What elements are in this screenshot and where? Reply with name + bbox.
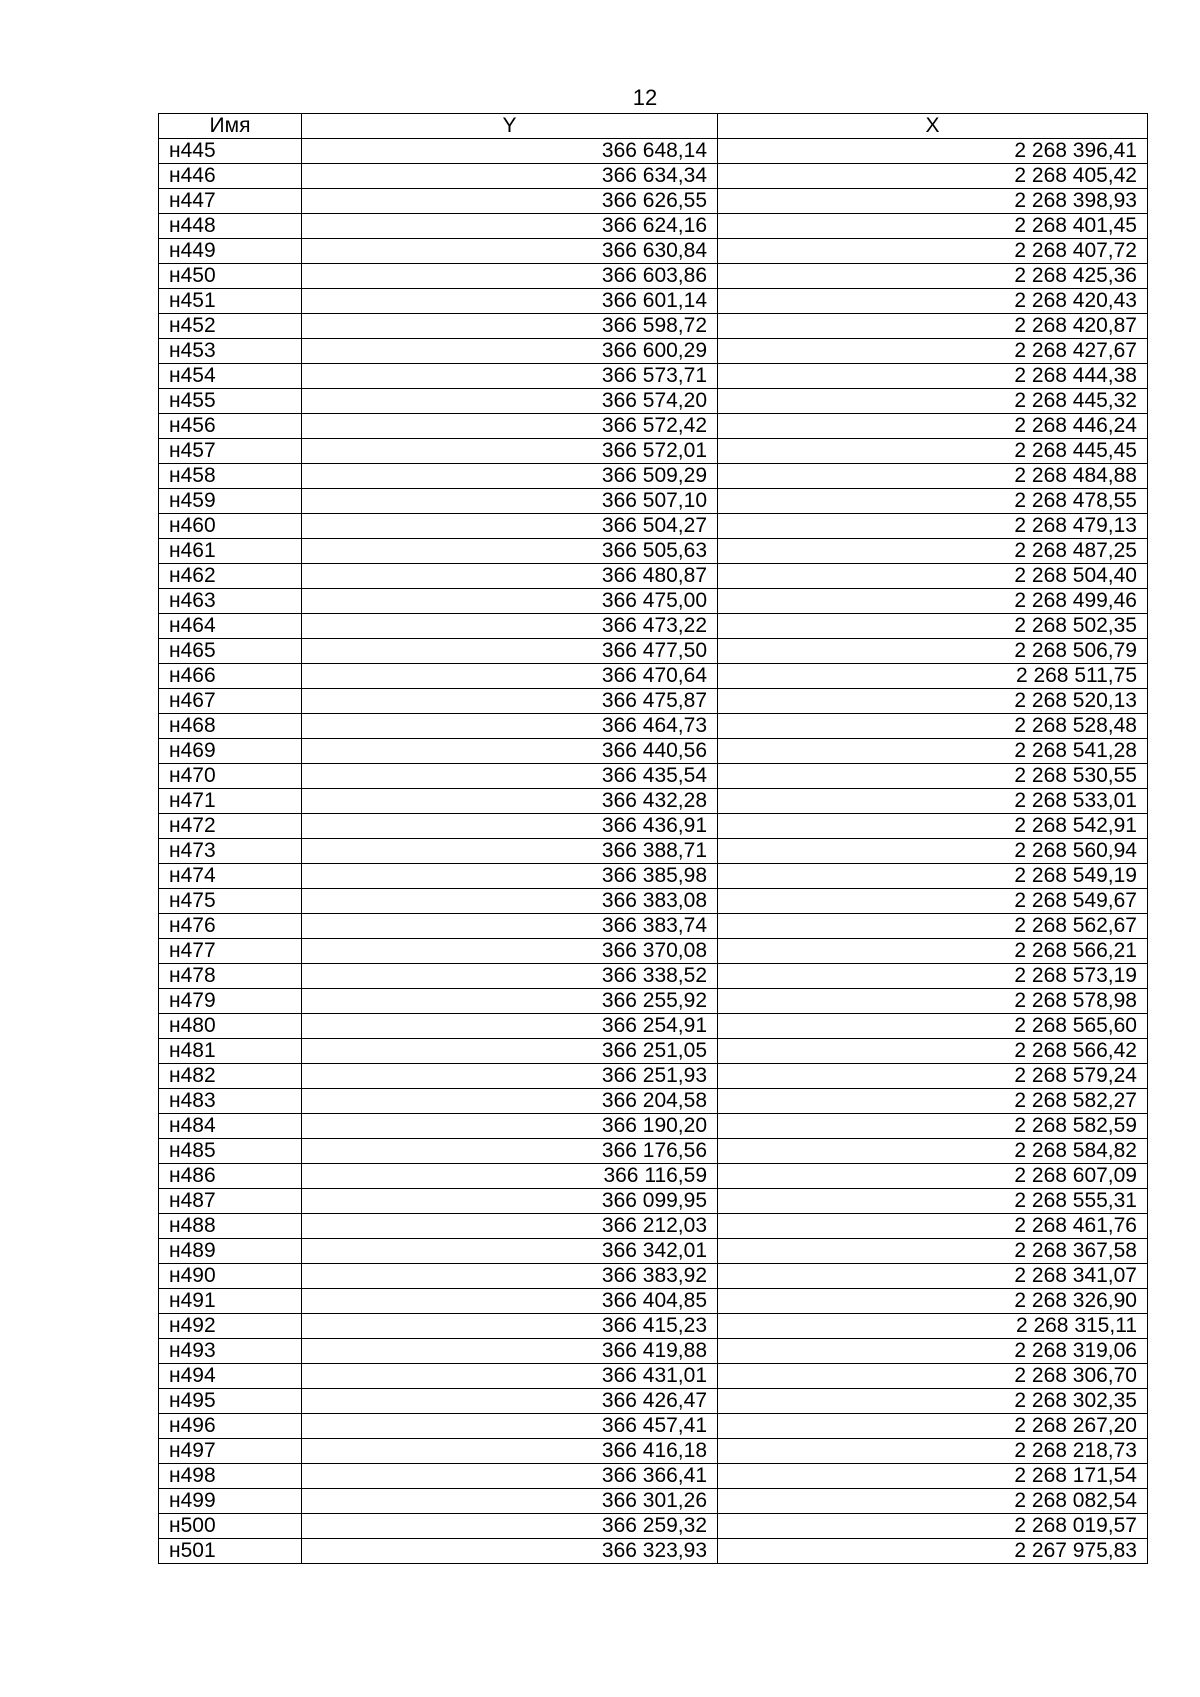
- x-coordinate-cell: 2 268 444,38: [718, 364, 1148, 389]
- y-coordinate-cell: 366 388,71: [302, 839, 718, 864]
- x-coordinate-cell: 2 268 445,32: [718, 389, 1148, 414]
- y-coordinate-cell: 366 416,18: [302, 1439, 718, 1464]
- x-coordinate-cell: 2 268 367,58: [718, 1239, 1148, 1264]
- y-coordinate-cell: 366 370,08: [302, 939, 718, 964]
- table-row: [159, 789, 1148, 814]
- y-coordinate-cell: 366 440,56: [302, 739, 718, 764]
- point-name-cell: н478: [159, 964, 302, 989]
- table-row: [159, 1189, 1148, 1214]
- table-row: [159, 1264, 1148, 1289]
- table-row: [159, 689, 1148, 714]
- x-coordinate-cell: 2 268 425,36: [718, 264, 1148, 289]
- y-coordinate-cell: 366 634,34: [302, 164, 718, 189]
- point-name-cell: н474: [159, 864, 302, 889]
- x-coordinate-cell: 2 268 584,82: [718, 1139, 1148, 1164]
- table-row: [159, 814, 1148, 839]
- x-coordinate-cell: 2 268 218,73: [718, 1439, 1148, 1464]
- point-name-cell: н483: [159, 1089, 302, 1114]
- table-row: [159, 589, 1148, 614]
- point-name-cell: н485: [159, 1139, 302, 1164]
- x-coordinate-cell: 2 268 506,79: [718, 639, 1148, 664]
- y-coordinate-cell: 366 436,91: [302, 814, 718, 839]
- point-name-cell: н482: [159, 1064, 302, 1089]
- table-row: [159, 364, 1148, 389]
- y-coordinate-cell: 366 251,05: [302, 1039, 718, 1064]
- y-coordinate-cell: 366 504,27: [302, 514, 718, 539]
- table-row: [159, 864, 1148, 889]
- point-name-cell: н455: [159, 389, 302, 414]
- point-name-cell: н480: [159, 1014, 302, 1039]
- point-name-cell: н454: [159, 364, 302, 389]
- y-coordinate-cell: 366 254,91: [302, 1014, 718, 1039]
- point-name-cell: н496: [159, 1414, 302, 1439]
- x-coordinate-cell: 2 268 542,91: [718, 814, 1148, 839]
- table-row: [159, 1114, 1148, 1139]
- x-coordinate-cell: 2 268 484,88: [718, 464, 1148, 489]
- point-name-cell: н447: [159, 189, 302, 214]
- table-row: [159, 339, 1148, 364]
- table-row: [159, 514, 1148, 539]
- x-coordinate-cell: 2 268 549,19: [718, 864, 1148, 889]
- x-coordinate-cell: 2 268 566,21: [718, 939, 1148, 964]
- point-name-cell: н488: [159, 1214, 302, 1239]
- x-coordinate-cell: 2 267 975,83: [718, 1539, 1148, 1564]
- x-coordinate-cell: 2 268 401,45: [718, 214, 1148, 239]
- y-coordinate-cell: 366 648,14: [302, 139, 718, 164]
- point-name-cell: н448: [159, 214, 302, 239]
- y-coordinate-cell: 366 475,00: [302, 589, 718, 614]
- point-name-cell: н489: [159, 1239, 302, 1264]
- point-name-cell: н466: [159, 664, 302, 689]
- x-coordinate-cell: 2 268 398,93: [718, 189, 1148, 214]
- table-row: [159, 1289, 1148, 1314]
- table-row: [159, 739, 1148, 764]
- y-coordinate-cell: 366 212,03: [302, 1214, 718, 1239]
- x-coordinate-cell: 2 268 478,55: [718, 489, 1148, 514]
- point-name-cell: н484: [159, 1114, 302, 1139]
- x-coordinate-cell: 2 268 607,09: [718, 1164, 1148, 1189]
- table-row: [159, 1389, 1148, 1414]
- y-coordinate-cell: 366 603,86: [302, 264, 718, 289]
- x-coordinate-cell: 2 268 566,42: [718, 1039, 1148, 1064]
- table-body: [159, 139, 1148, 1564]
- table-row: [159, 1539, 1148, 1564]
- table-row: [159, 989, 1148, 1014]
- table-row: [159, 1314, 1148, 1339]
- x-coordinate-cell: 2 268 565,60: [718, 1014, 1148, 1039]
- y-coordinate-cell: 366 176,56: [302, 1139, 718, 1164]
- coordinates-table: [158, 113, 1148, 1564]
- table-row: [159, 1339, 1148, 1364]
- y-coordinate-cell: 366 475,87: [302, 689, 718, 714]
- point-name-cell: н481: [159, 1039, 302, 1064]
- point-name-cell: н458: [159, 464, 302, 489]
- y-coordinate-cell: 366 507,10: [302, 489, 718, 514]
- point-name-cell: н500: [159, 1514, 302, 1539]
- table-row: [159, 539, 1148, 564]
- y-coordinate-cell: 366 601,14: [302, 289, 718, 314]
- table-row: [159, 1464, 1148, 1489]
- y-coordinate-cell: 366 419,88: [302, 1339, 718, 1364]
- table-row: [159, 564, 1148, 589]
- y-coordinate-cell: 366 630,84: [302, 239, 718, 264]
- x-coordinate-cell: 2 268 533,01: [718, 789, 1148, 814]
- table-row: [159, 964, 1148, 989]
- point-name-cell: н460: [159, 514, 302, 539]
- point-name-cell: н462: [159, 564, 302, 589]
- x-coordinate-cell: 2 268 502,35: [718, 614, 1148, 639]
- table-row: [159, 839, 1148, 864]
- point-name-cell: н476: [159, 914, 302, 939]
- y-coordinate-cell: 366 190,20: [302, 1114, 718, 1139]
- table-row: [159, 614, 1148, 639]
- point-name-cell: н470: [159, 764, 302, 789]
- header-row: [159, 114, 1148, 139]
- table-row: [159, 189, 1148, 214]
- x-coordinate-cell: 2 268 479,13: [718, 514, 1148, 539]
- x-coordinate-cell: 2 268 306,70: [718, 1364, 1148, 1389]
- table-row: [159, 1164, 1148, 1189]
- table-row: [159, 1139, 1148, 1164]
- y-coordinate-cell: 366 574,20: [302, 389, 718, 414]
- y-coordinate-cell: 366 572,42: [302, 414, 718, 439]
- x-coordinate-cell: 2 268 541,28: [718, 739, 1148, 764]
- x-coordinate-cell: 2 268 396,41: [718, 139, 1148, 164]
- point-name-cell: н501: [159, 1539, 302, 1564]
- table-row: [159, 914, 1148, 939]
- x-coordinate-cell: 2 268 555,31: [718, 1189, 1148, 1214]
- point-name-cell: н467: [159, 689, 302, 714]
- y-coordinate-cell: 366 255,92: [302, 989, 718, 1014]
- x-coordinate-cell: 2 268 461,76: [718, 1214, 1148, 1239]
- y-coordinate-cell: 366 464,73: [302, 714, 718, 739]
- y-coordinate-cell: 366 626,55: [302, 189, 718, 214]
- x-coordinate-cell: 2 268 487,25: [718, 539, 1148, 564]
- point-name-cell: н475: [159, 889, 302, 914]
- point-name-cell: н495: [159, 1389, 302, 1414]
- point-name-cell: н494: [159, 1364, 302, 1389]
- y-coordinate-cell: 366 383,08: [302, 889, 718, 914]
- point-name-cell: н461: [159, 539, 302, 564]
- x-coordinate-cell: 2 268 082,54: [718, 1489, 1148, 1514]
- x-coordinate-cell: 2 268 427,67: [718, 339, 1148, 364]
- table-row: [159, 239, 1148, 264]
- y-coordinate-cell: 366 251,93: [302, 1064, 718, 1089]
- y-coordinate-cell: 366 435,54: [302, 764, 718, 789]
- x-coordinate-cell: 2 268 582,59: [718, 1114, 1148, 1139]
- x-coordinate-cell: 2 268 420,87: [718, 314, 1148, 339]
- point-name-cell: н464: [159, 614, 302, 639]
- x-coordinate-cell: 2 268 171,54: [718, 1464, 1148, 1489]
- table-row: [159, 764, 1148, 789]
- y-coordinate-cell: 366 323,93: [302, 1539, 718, 1564]
- table-row: [159, 289, 1148, 314]
- y-coordinate-cell: 366 470,64: [302, 664, 718, 689]
- point-name-cell: н486: [159, 1164, 302, 1189]
- x-coordinate-cell: 2 268 549,67: [718, 889, 1148, 914]
- y-coordinate-cell: 366 473,22: [302, 614, 718, 639]
- y-coordinate-cell: 366 116,59: [302, 1164, 718, 1189]
- point-name-cell: н471: [159, 789, 302, 814]
- point-name-cell: н445: [159, 139, 302, 164]
- y-coordinate-cell: 366 342,01: [302, 1239, 718, 1264]
- point-name-cell: н487: [159, 1189, 302, 1214]
- x-coordinate-cell: 2 268 560,94: [718, 839, 1148, 864]
- y-coordinate-cell: 366 404,85: [302, 1289, 718, 1314]
- y-coordinate-cell: 366 431,01: [302, 1364, 718, 1389]
- y-coordinate-cell: 366 432,28: [302, 789, 718, 814]
- point-name-cell: н457: [159, 439, 302, 464]
- table-row: [159, 439, 1148, 464]
- point-name-cell: н463: [159, 589, 302, 614]
- table-row: [159, 1489, 1148, 1514]
- y-coordinate-cell: 366 505,63: [302, 539, 718, 564]
- x-coordinate-cell: 2 268 445,45: [718, 439, 1148, 464]
- table-row: [159, 139, 1148, 164]
- point-name-cell: н449: [159, 239, 302, 264]
- point-name-cell: н465: [159, 639, 302, 664]
- table-row: [159, 664, 1148, 689]
- table-row: [159, 639, 1148, 664]
- header-name: Имя: [159, 114, 302, 139]
- y-coordinate-cell: 366 426,47: [302, 1389, 718, 1414]
- table-row: [159, 264, 1148, 289]
- x-coordinate-cell: 2 268 504,40: [718, 564, 1148, 589]
- x-coordinate-cell: 2 268 528,48: [718, 714, 1148, 739]
- page-number: 12: [632, 85, 658, 110]
- x-coordinate-cell: 2 268 511,75: [718, 664, 1148, 689]
- x-coordinate-cell: 2 268 407,72: [718, 239, 1148, 264]
- y-coordinate-cell: 366 301,26: [302, 1489, 718, 1514]
- table-row: [159, 714, 1148, 739]
- table-row: [159, 489, 1148, 514]
- point-name-cell: н451: [159, 289, 302, 314]
- point-name-cell: н450: [159, 264, 302, 289]
- y-coordinate-cell: 366 415,23: [302, 1314, 718, 1339]
- x-coordinate-cell: 2 268 579,24: [718, 1064, 1148, 1089]
- table-row: [159, 1089, 1148, 1114]
- y-coordinate-cell: 366 383,92: [302, 1264, 718, 1289]
- x-coordinate-cell: 2 268 319,06: [718, 1339, 1148, 1364]
- y-coordinate-cell: 366 573,71: [302, 364, 718, 389]
- point-name-cell: н472: [159, 814, 302, 839]
- x-coordinate-cell: 2 268 405,42: [718, 164, 1148, 189]
- y-coordinate-cell: 366 204,58: [302, 1089, 718, 1114]
- table-row: [159, 1414, 1148, 1439]
- y-coordinate-cell: 366 383,74: [302, 914, 718, 939]
- table-row: [159, 164, 1148, 189]
- point-name-cell: н477: [159, 939, 302, 964]
- table-row: [159, 1214, 1148, 1239]
- point-name-cell: н468: [159, 714, 302, 739]
- y-coordinate-cell: 366 598,72: [302, 314, 718, 339]
- x-coordinate-cell: 2 268 499,46: [718, 589, 1148, 614]
- y-coordinate-cell: 366 480,87: [302, 564, 718, 589]
- y-coordinate-cell: 366 366,41: [302, 1464, 718, 1489]
- table-row: [159, 1439, 1148, 1464]
- point-name-cell: н473: [159, 839, 302, 864]
- point-name-cell: н493: [159, 1339, 302, 1364]
- y-coordinate-cell: 366 572,01: [302, 439, 718, 464]
- point-name-cell: н459: [159, 489, 302, 514]
- point-name-cell: н456: [159, 414, 302, 439]
- header-x: X: [718, 114, 1148, 139]
- x-coordinate-cell: 2 268 341,07: [718, 1264, 1148, 1289]
- x-coordinate-cell: 2 268 573,19: [718, 964, 1148, 989]
- y-coordinate-cell: 366 509,29: [302, 464, 718, 489]
- x-coordinate-cell: 2 268 302,35: [718, 1389, 1148, 1414]
- table-row: [159, 214, 1148, 239]
- x-coordinate-cell: 2 268 019,57: [718, 1514, 1148, 1539]
- table-row: [159, 1514, 1148, 1539]
- point-name-cell: н490: [159, 1264, 302, 1289]
- point-name-cell: н498: [159, 1464, 302, 1489]
- table-row: [159, 939, 1148, 964]
- x-coordinate-cell: 2 268 578,98: [718, 989, 1148, 1014]
- point-name-cell: н497: [159, 1439, 302, 1464]
- table-row: [159, 889, 1148, 914]
- table-row: [159, 1039, 1148, 1064]
- point-name-cell: н479: [159, 989, 302, 1014]
- point-name-cell: н453: [159, 339, 302, 364]
- table-header: [159, 114, 1148, 139]
- table-row: [159, 1239, 1148, 1264]
- x-coordinate-cell: 2 268 446,24: [718, 414, 1148, 439]
- table-row: [159, 414, 1148, 439]
- y-coordinate-cell: 366 099,95: [302, 1189, 718, 1214]
- y-coordinate-cell: 366 600,29: [302, 339, 718, 364]
- x-coordinate-cell: 2 268 420,43: [718, 289, 1148, 314]
- y-coordinate-cell: 366 624,16: [302, 214, 718, 239]
- x-coordinate-cell: 2 268 267,20: [718, 1414, 1148, 1439]
- table-row: [159, 389, 1148, 414]
- y-coordinate-cell: 366 338,52: [302, 964, 718, 989]
- table-row: [159, 1014, 1148, 1039]
- y-coordinate-cell: 366 477,50: [302, 639, 718, 664]
- point-name-cell: н446: [159, 164, 302, 189]
- x-coordinate-cell: 2 268 562,67: [718, 914, 1148, 939]
- header-y: Y: [302, 114, 718, 139]
- x-coordinate-cell: 2 268 582,27: [718, 1089, 1148, 1114]
- table-row: [159, 1364, 1148, 1389]
- y-coordinate-cell: 366 457,41: [302, 1414, 718, 1439]
- point-name-cell: н452: [159, 314, 302, 339]
- x-coordinate-cell: 2 268 530,55: [718, 764, 1148, 789]
- point-name-cell: н492: [159, 1314, 302, 1339]
- point-name-cell: н491: [159, 1289, 302, 1314]
- point-name-cell: н469: [159, 739, 302, 764]
- table-row: [159, 464, 1148, 489]
- y-coordinate-cell: 366 385,98: [302, 864, 718, 889]
- table-row: [159, 1064, 1148, 1089]
- x-coordinate-cell: 2 268 326,90: [718, 1289, 1148, 1314]
- y-coordinate-cell: 366 259,32: [302, 1514, 718, 1539]
- point-name-cell: н499: [159, 1489, 302, 1514]
- x-coordinate-cell: 2 268 315,11: [718, 1314, 1148, 1339]
- x-coordinate-cell: 2 268 520,13: [718, 689, 1148, 714]
- table-row: [159, 314, 1148, 339]
